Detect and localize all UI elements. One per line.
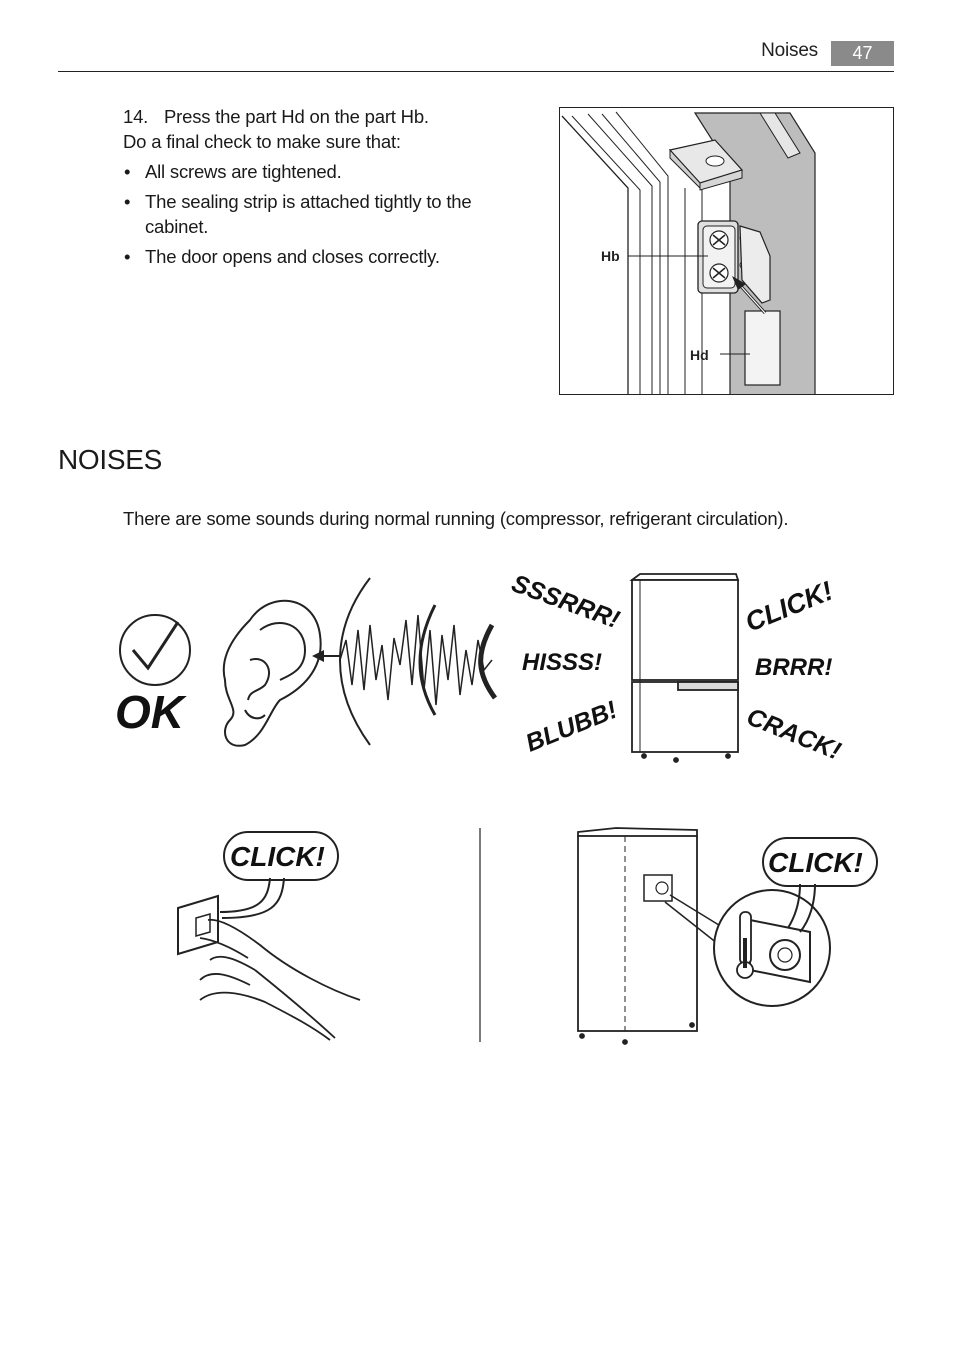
hinge-drawing [560, 108, 894, 395]
step-text: Press the part Hd on the part Hb. [164, 106, 429, 127]
ear-icon [224, 601, 321, 746]
check-intro: Do a final check to make sure that: [123, 131, 401, 152]
section-heading: NOISES [58, 444, 163, 475]
noise-drawing [100, 560, 860, 780]
click-bubble-left [220, 832, 338, 918]
header-rule [58, 71, 894, 72]
hand-icon [200, 920, 360, 1040]
sound-brrr: BRRR! [755, 654, 833, 681]
light-switch-icon [178, 896, 218, 954]
step-14 [123, 104, 523, 154]
sound-sssrrr: SSSRRR! [507, 569, 624, 635]
sound-wave [340, 615, 492, 705]
sound-hisss: HISSS! [522, 649, 603, 676]
check-circle-icon [120, 615, 190, 685]
check-list [123, 159, 523, 274]
click-illustration [160, 820, 880, 1050]
fridge-icon [632, 574, 738, 762]
click-left-label: CLICK! [230, 841, 325, 872]
page-number: 47 [831, 41, 894, 66]
step-number: 14. [123, 106, 149, 127]
sound-click: CLICK! [741, 575, 838, 638]
header-section-title: Noises [761, 40, 818, 61]
sound-blubb: BLUBB! [521, 695, 622, 758]
click-drawing [160, 820, 880, 1050]
list-item: • The sealing strip is attached tightly to the cabinet. [123, 189, 523, 239]
list-item: • The door opens and closes correctly. [123, 244, 523, 269]
list-item: • All screws are tightened. [123, 159, 523, 184]
label-hb: Hb [601, 248, 620, 264]
intro-text: There are some sounds during normal running (compressor, refrigerant circulation). [123, 508, 789, 529]
tall-fridge-icon [578, 828, 697, 1044]
hinge-figure [559, 107, 894, 395]
noise-illustration [100, 560, 860, 780]
label-hd: Hd [690, 347, 709, 363]
sound-crack: CRACK! [742, 702, 845, 766]
ok-label: OK [115, 686, 184, 738]
thermometer-icon [737, 912, 753, 978]
click-right-label: CLICK! [768, 847, 863, 878]
